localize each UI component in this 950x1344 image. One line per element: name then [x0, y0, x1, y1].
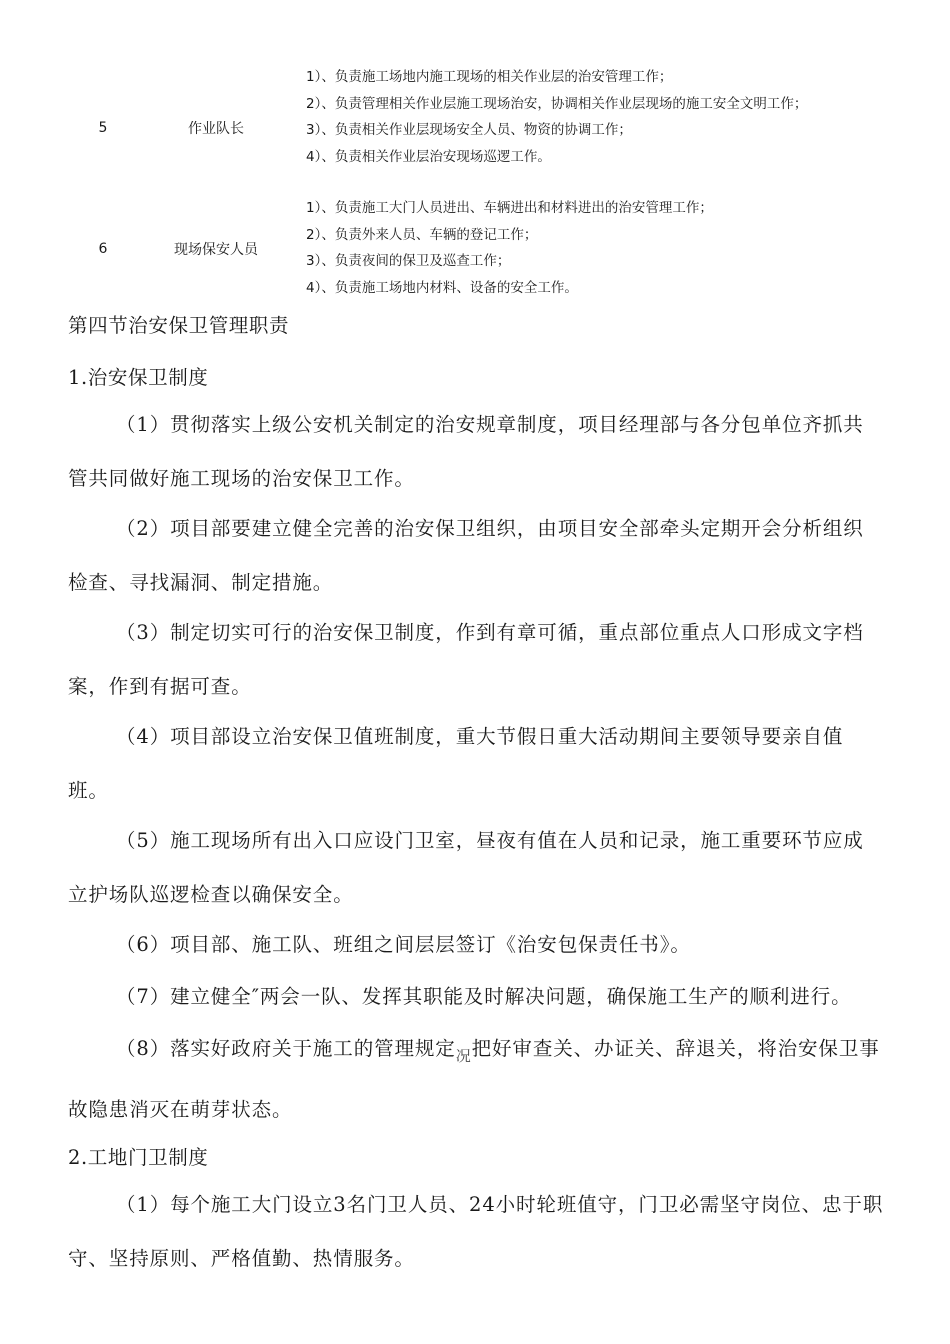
paragraph-text-part: （8）落实好政府关于施工的管理规定 [116, 1037, 456, 1060]
paragraph-text [68, 1037, 880, 1121]
row-number: 6 [98, 241, 108, 257]
paragraph-text: （7）建立健全″两会一队、发挥其职能及时解决问题，确保施工生产的顺利进行。 [116, 985, 852, 1008]
paragraph [68, 606, 884, 714]
paragraph-text: （5）施工现场所有出入口应设门卫室，昼夜有值在人员和记录，施工重要环节应成立护场队巡逻检查以确保安全。 [68, 829, 864, 906]
duty-item: 4）、负责施工场地内材料、设备的安全工作。 [306, 279, 578, 296]
duty-item: 2）、负责外来人员、车辆的登记工作； [306, 226, 538, 243]
duty-item: 2）、负责管理相关作业层施工现场治安，协调相关作业层现场的施工安全文明工作； [306, 95, 808, 112]
row-duties [306, 64, 890, 170]
paragraph [68, 1022, 884, 1137]
table-row [60, 195, 890, 301]
paragraph-text: （3）制定切实可行的治安保卫制度，作到有章可循，重点部位重点人口形成文字档案，作到有据可查。 [68, 621, 864, 698]
duty-item: 4）、负责相关作业层治安现场巡逻工作。 [306, 148, 551, 165]
row-role: 现场保安人员 [174, 242, 258, 258]
paragraph [68, 970, 884, 1024]
paragraph [68, 918, 884, 972]
duty-item: 3）、负责夜间的保卫及巡查工作； [306, 253, 511, 269]
duty-item: 1）、负责施工大门人员进出、车辆进出和材料进出的治安管理工作； [306, 200, 713, 216]
paragraph-text: （1）贯彻落实上级公安机关制定的治安规章制度，项目经理部与各分包单位齐抓共管共同做好施工现场的治安保卫工作。 [68, 413, 864, 490]
subsection-title: 1.治安保卫制度 [68, 366, 209, 389]
paragraph-text: （2）项目部要建立健全完善的治安保卫组织，由项目安全部牵头定期开会分析组织检查、寻找漏洞、制定措施。 [68, 517, 864, 594]
section-title: 第四节治安保卫管理职责 [68, 314, 290, 337]
paragraph [68, 1178, 884, 1286]
paragraph-text: （1）每个施工大门设立3名门卫人员、24小时轮班值守，门卫必需坚守岗位、忠于职守、坚持原则、严格值勤、热情服务。 [68, 1193, 884, 1270]
row-number: 5 [98, 120, 108, 136]
paragraph [68, 814, 884, 922]
paragraph [68, 710, 884, 818]
paragraph [68, 398, 884, 506]
paragraph-text: （4）项目部设立治安保卫值班制度，重大节假日重大活动期间主要领导要亲自值班。 [68, 725, 844, 802]
duty-item: 3）、负责相关作业层现场安全人员、物资的协调工作； [306, 122, 632, 138]
table-row [60, 64, 890, 194]
paragraph-text: （6）项目部、施工队、班组之间层层签订《治安包保责任书》。 [116, 933, 691, 956]
row-duties [306, 195, 890, 301]
row-role: 作业队长 [188, 121, 244, 137]
duty-item: 1）、负责施工场地内施工现场的相关作业层的治安管理工作； [306, 69, 673, 85]
paragraph [68, 502, 884, 610]
paragraph-text-part: 把好审查关、办证关、辞退关，将治安保卫事故隐患消灭在萌芽状态。 [68, 1037, 880, 1121]
stray-character: 况 [455, 1047, 472, 1065]
subsection-title: 2.工地门卫制度 [68, 1146, 209, 1169]
